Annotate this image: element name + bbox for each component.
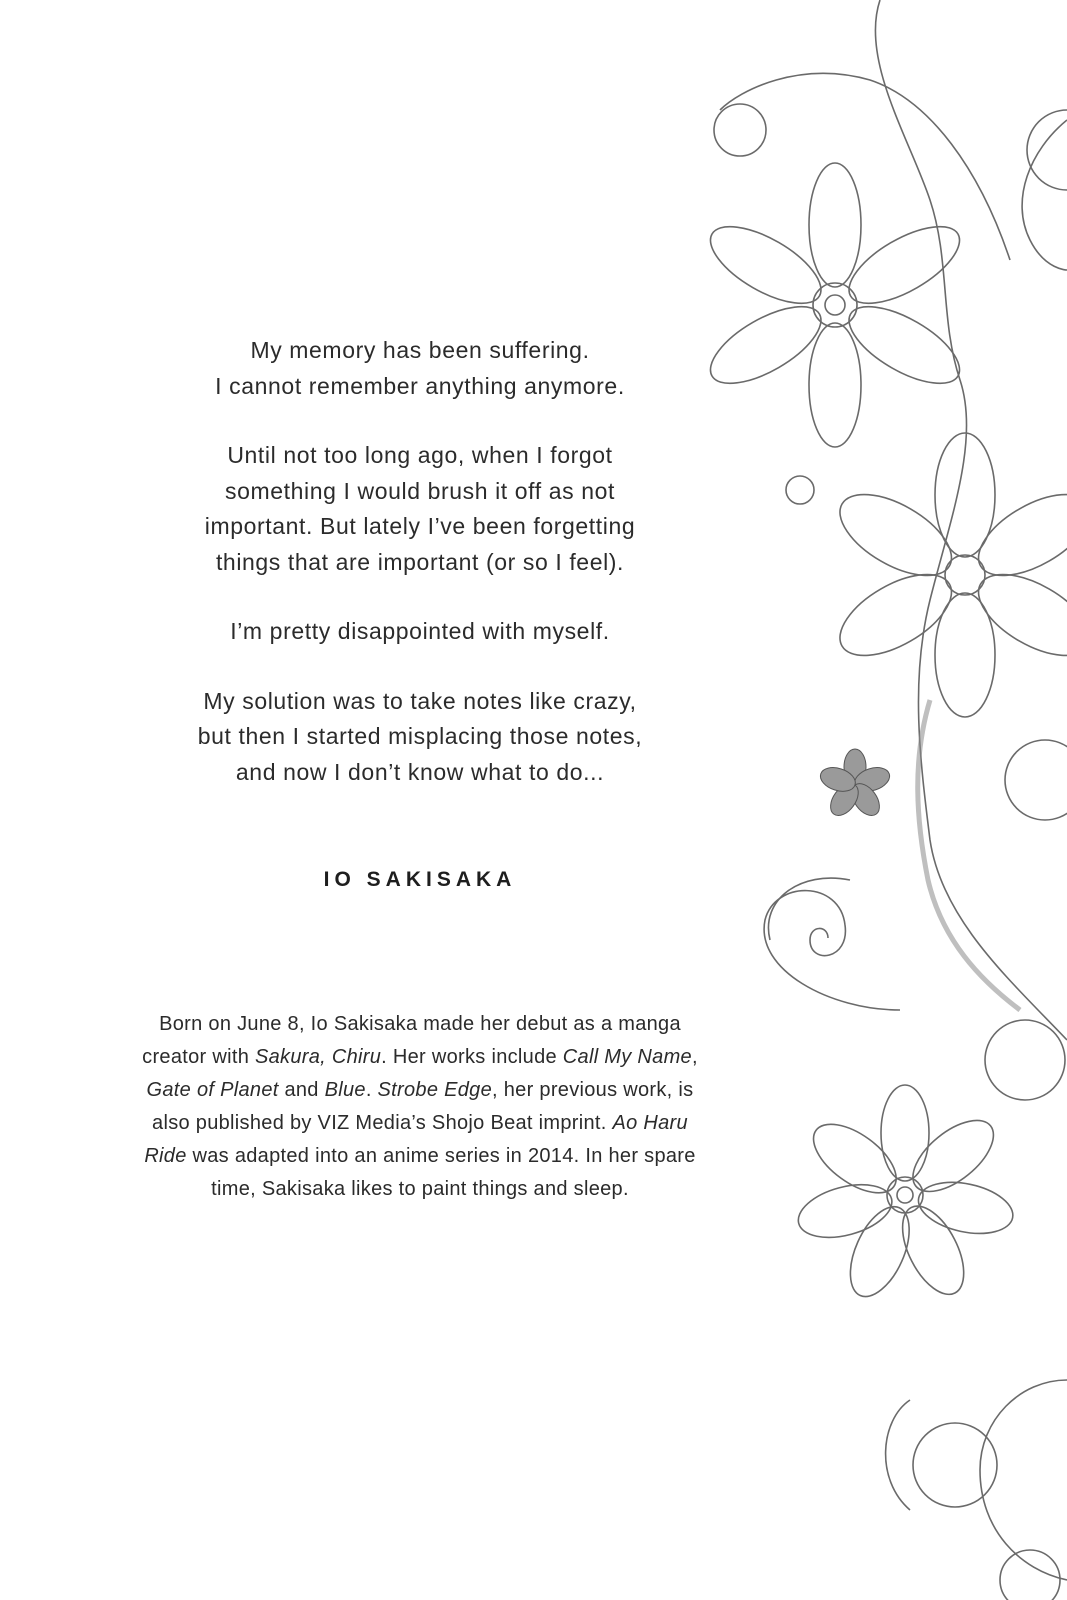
quote-line: I cannot remember anything anymore. <box>215 372 625 399</box>
quote-line: Until not too long ago, when I forgot <box>227 442 613 468</box>
bio-text: Born on June 8, Io Sakisaka made her debut as a manga creator with <box>142 1013 681 1068</box>
quote-line: things that are important (or so I feel). <box>215 548 625 575</box>
quote-line: but then I started misplacing those notes, <box>197 723 643 749</box>
bio-text: . <box>365 1079 378 1101</box>
bio-title-italic: Call My Name <box>562 1046 692 1068</box>
quote-paragraph-2 <box>110 438 730 580</box>
bio-title-italic: Ao Haru Ride <box>144 1112 688 1167</box>
flower-1 <box>699 163 971 447</box>
quote-line: and now I don’t know what to do... <box>235 758 605 785</box>
quote-paragraph-1 <box>110 333 730 404</box>
quote-paragraph-3 <box>110 614 730 650</box>
quote-line: My memory has been suffering. <box>250 337 590 363</box>
bio-title-italic: Strobe Edge <box>377 1079 493 1101</box>
bio-text: was adapted into an anime series in 2014. In her spare time, Sakisaka likes to paint things and sleep. <box>186 1145 696 1200</box>
bio-title-italic: Blue <box>324 1079 366 1101</box>
quote-paragraph-4 <box>110 684 730 791</box>
bio-title-italic: Gate of Planet <box>146 1079 279 1101</box>
author-biography <box>130 1008 710 1206</box>
bio-text: , her previous work, is also published by VIZ Media’s Shojo Beat imprint. <box>152 1079 694 1134</box>
quote-line: I’m pretty disappointed with myself. <box>230 618 610 644</box>
author-name: IO SAKISAKA <box>323 868 517 891</box>
floral-sketch-decoration <box>680 0 1067 1600</box>
flower-2 <box>827 433 1067 717</box>
bio-text: . Her works include <box>381 1046 563 1068</box>
flower-3 <box>793 1085 1018 1305</box>
bio-title-italic: Sakura, Chiru <box>254 1046 382 1068</box>
bio-text: and <box>278 1079 325 1101</box>
bio-text: , <box>691 1046 698 1068</box>
quote-line: important. But lately I’ve been forgetting <box>204 513 636 539</box>
small-flower <box>817 749 892 821</box>
quote-line: My solution was to take notes like crazy, <box>203 687 637 714</box>
author-quote <box>110 333 730 824</box>
quote-line: something I would brush it off as not <box>225 477 615 504</box>
